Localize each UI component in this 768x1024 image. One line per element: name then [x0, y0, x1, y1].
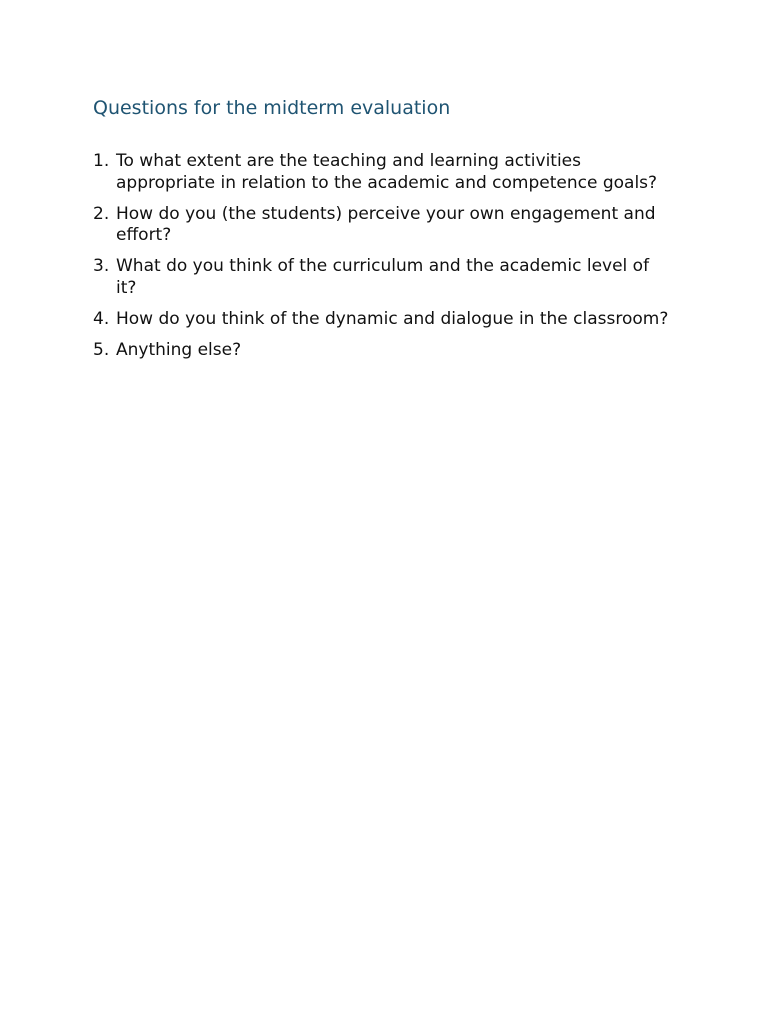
question-text: To what extent are the teaching and learning activities appropriate in relation to the academic and competence goals? [116, 151, 658, 193]
question-item-5 [93, 340, 673, 362]
document-title: Questions for the midterm evaluation [93, 97, 451, 119]
question-text: How do you think of the dynamic and dialogue in the classroom? [116, 309, 669, 330]
question-text: Anything else? [116, 340, 242, 361]
question-item-1 [93, 151, 673, 194]
question-text: How do you (the students) perceive your own engagement and effort? [116, 203, 656, 246]
question-number: 2. [93, 203, 110, 224]
question-number: 1. [93, 151, 110, 171]
question-list [93, 151, 673, 371]
question-item-4 [93, 309, 673, 331]
question-item-2 [93, 204, 673, 247]
question-item-3 [93, 256, 673, 299]
question-number: 5. [93, 340, 110, 361]
question-text: What do you think of the curriculum and the academic level of it? [116, 256, 650, 299]
question-number: 4. [93, 309, 110, 330]
question-number: 3. [93, 256, 110, 277]
